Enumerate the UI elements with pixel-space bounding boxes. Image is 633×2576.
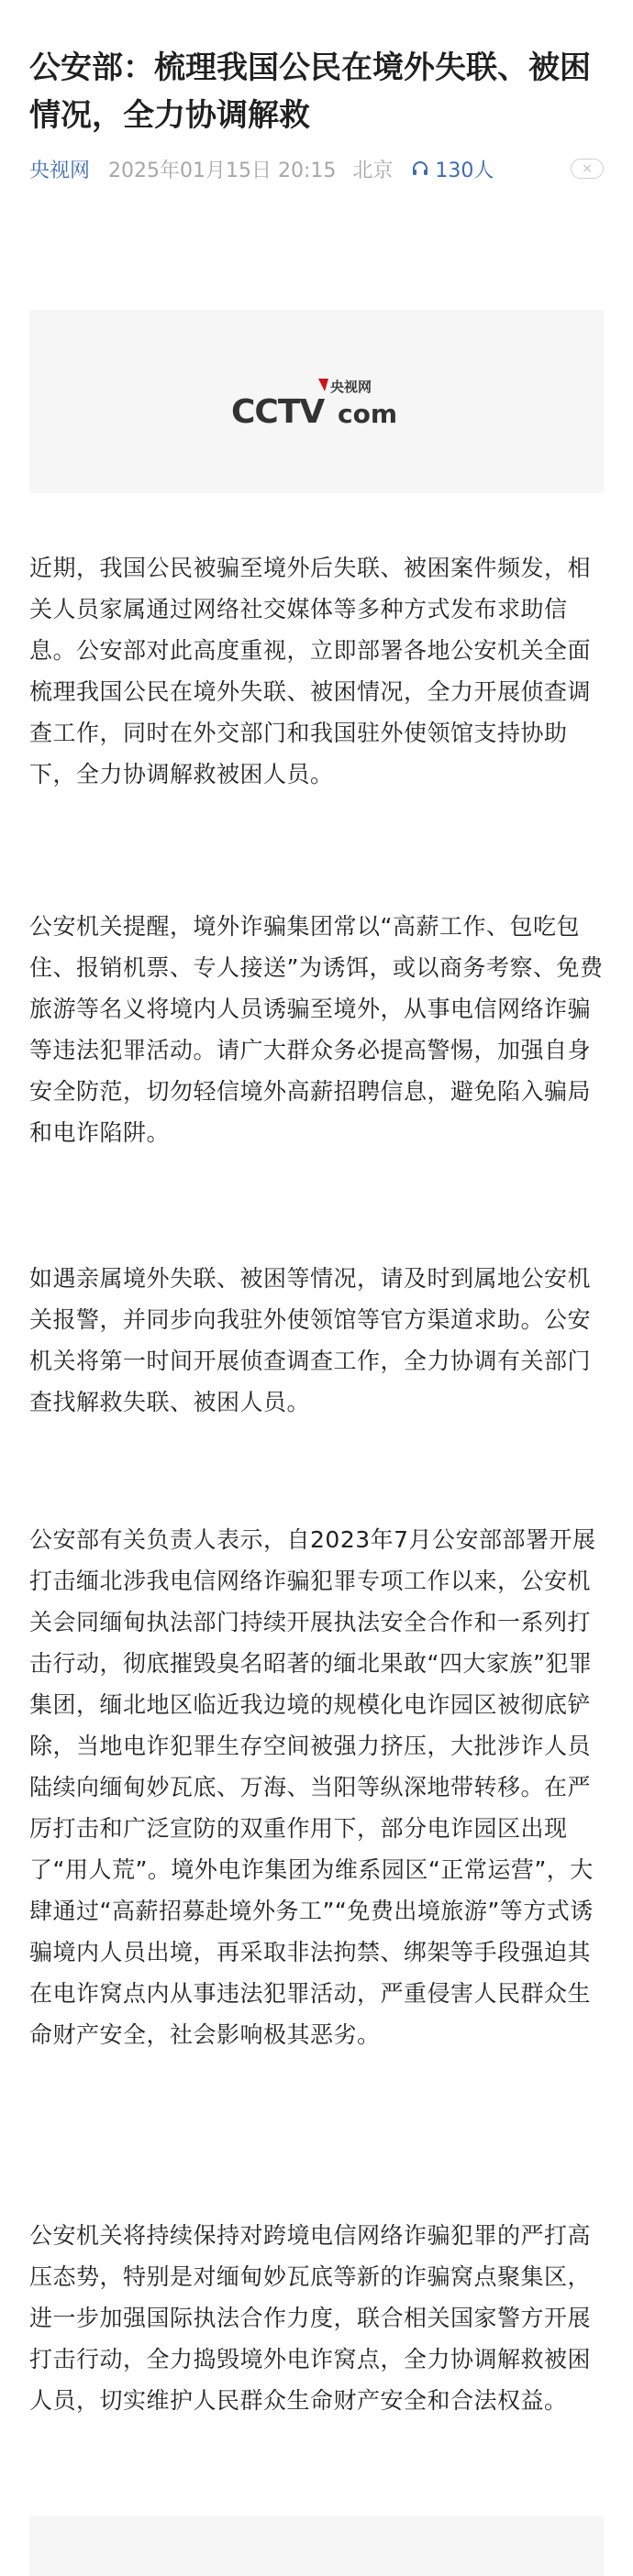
cctv-logo [229,369,404,434]
article-meta [29,152,604,185]
paragraph-1: 近期，我国公民被骗至境外后失联、被困案件频发，相关人员家属通过网络社交媒体等多种方式发布求助信息。公安部对此高度重视，立即部署各地公安机关全面梳理我国公民在境外失联、被困情况，全力开展侦查调查工作，同时在外交部门和我国驻外使领馆支持协助下，全力协调解救被困人员。 [29,555,592,787]
cctv-logo-graphic [229,369,404,434]
paragraph-4: 公安部有关负责人表示，自2023年7月公安部部署开展打击缅北涉我电信网络诈骗犯罪专项工作以来，公安机关会同缅甸执法部门持续开展执法安全合作和一系列打击行动，彻底摧毁臭名昭著的缅北果敢“四大家族”犯罪集团，缅北地区临近我边境的规模化电诈园区被彻底铲除，当地电诈犯罪生存空间被强力挤压，大批涉诈人员陆续向缅甸妙瓦底、万海、当阳等纵深地带转移。在严厉打击和广泛宣防的双重作用下，部分电诈园区出现了“用人荒”。境外电诈集团为维系园区“正常运营”，大肆通过“高薪招募赴境外务工”“免费出境旅游”等方式诱骗境内人员出境，再采取非法拘禁、绑架等手段强迫其在电诈窝点内从事违法犯罪活动，严重侵害人民群众生命财产安全，社会影响极其恶劣。 [29,1526,596,2048]
close-icon: × [582,161,593,176]
listen-count: 130人 [435,159,494,182]
logo-suffix-text: com [338,399,398,429]
location: 北京 [352,159,394,182]
headphones-icon [411,160,429,178]
logo-main-text: CCTV [231,393,325,431]
source-link[interactable]: 央视网 [29,159,91,182]
paragraph-2: 公安机关提醒，境外诈骗集团常以“高薪工作、包吃包住、报销机票、专人接送”为诱饵，或以商务考察、免费旅游等名义将境内人员诱骗至境外，从事电信网络诈骗等违法犯罪活动。请广大群众务必提高警惕，加强自身安全防范，切勿轻信境外高薪招聘信息，避免陷入骗局和电诈陷阱。 [29,913,604,1146]
logo-top-text: 央视网 [330,379,372,395]
close-button[interactable] [571,159,604,179]
paragraph-5: 公安机关将持续保持对跨境电信网络诈骗犯罪的严打高压态势，特别是对缅甸妙瓦底等新的诈骗窝点聚集区，进一步加强国际执法合作力度，联合相关国家警方开展打击行动，全力捣毁境外电诈窝点，全力协调解救被困人员，切实维护人民群众生命财产安全和合法权益。 [29,2222,592,2414]
article-title: 公安部：梳理我国公民在境外失联、被困情况，全力协调解救 [29,50,591,134]
publish-date: 2025年01月15日 20:15 [108,159,337,182]
bottom-image-placeholder [29,2516,604,2576]
paragraph-3: 如遇亲属境外失联、被困等情况，请及时到属地公安机关报警，并同步向我驻外使领馆等官方渠道求助。公安机关将第一时间开展侦查调查工作，全力协调有关部门查找解救失联、被困人员。 [29,1265,592,1415]
hero-image [29,310,604,493]
listen-button[interactable] [411,155,494,183]
